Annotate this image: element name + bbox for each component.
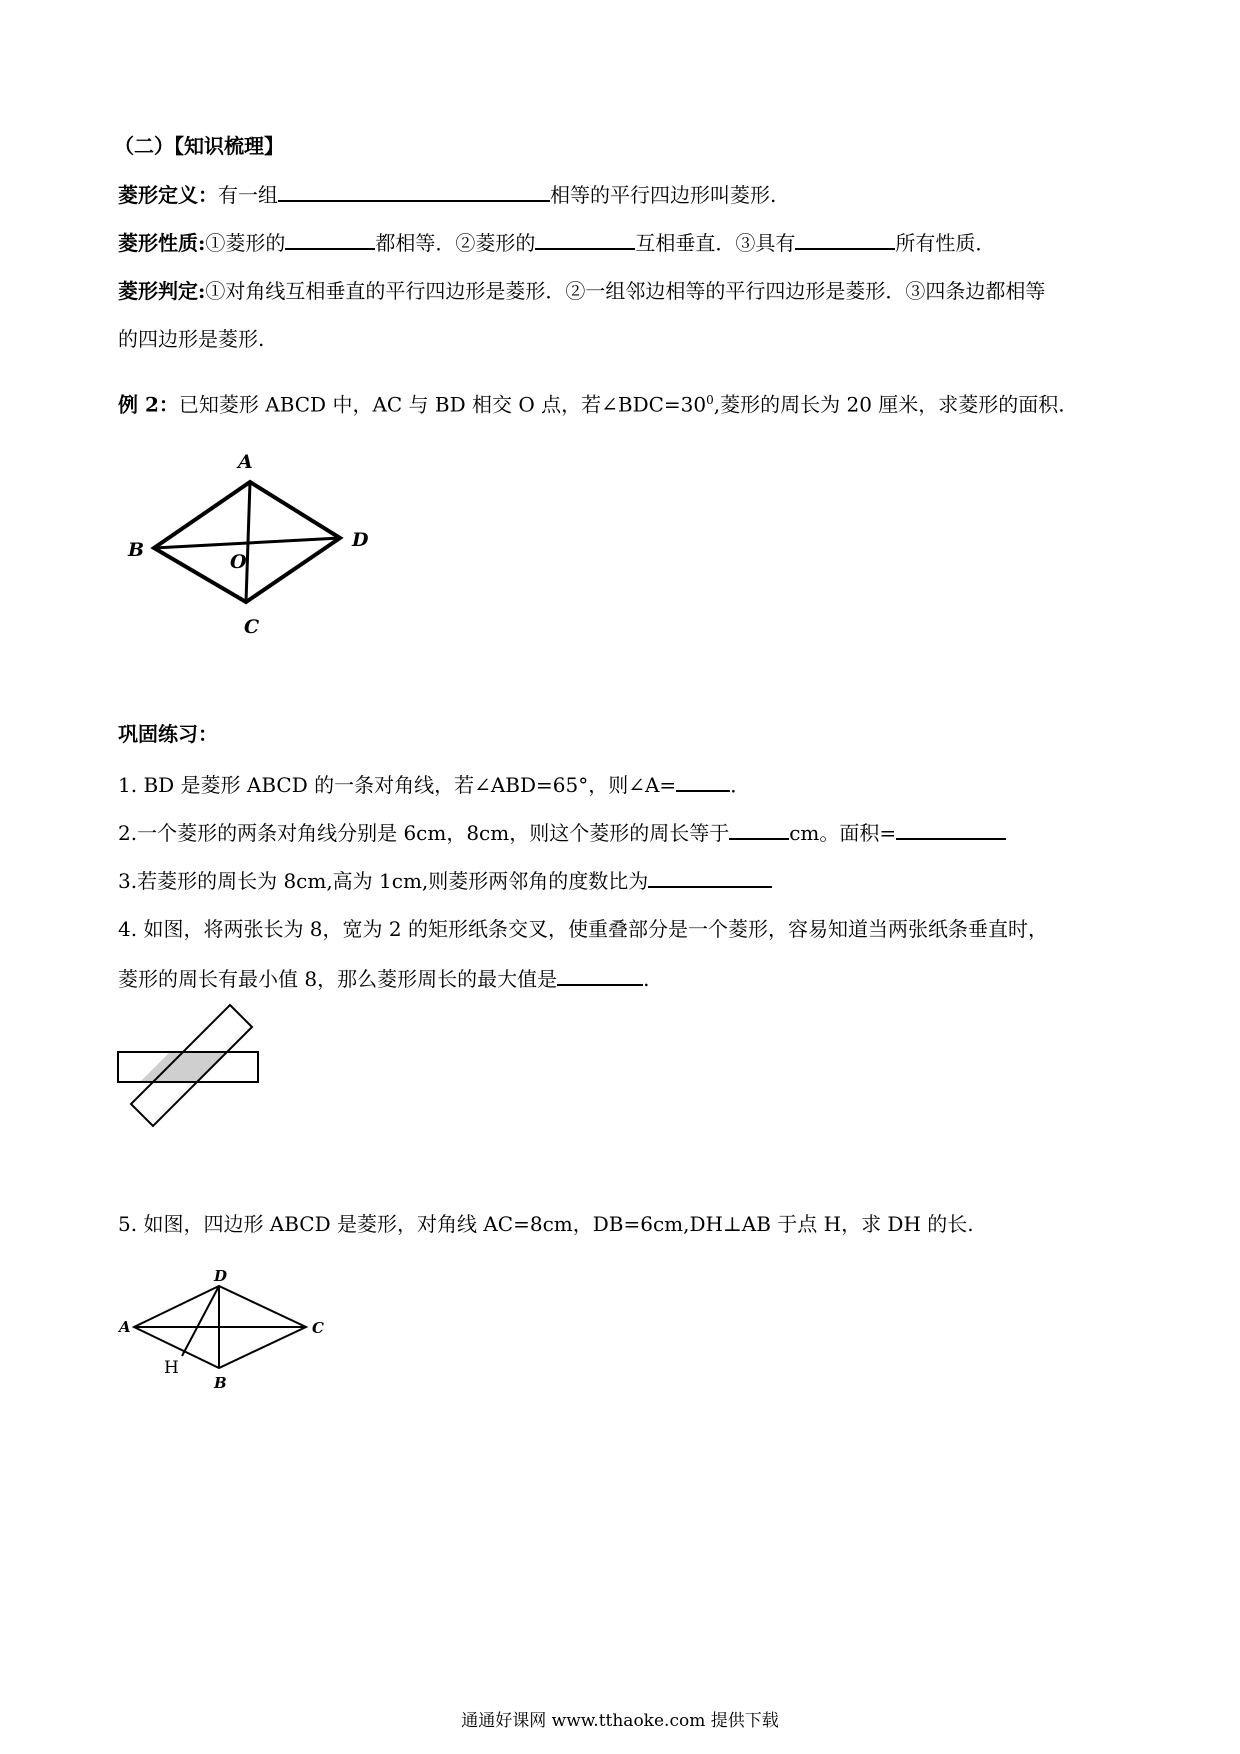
properties-text-3: 互相垂直．③具有 — [635, 231, 796, 255]
example2-text-b: ,菱形的周长为 20 厘米，求菱形的面积. — [713, 392, 1065, 417]
label-A: A — [238, 451, 253, 473]
section-title: （二）【知识梳理】 — [114, 134, 284, 158]
q2-text: 2.一个菱形的两条对角线分别是 6cm，8cm，则这个菱形的周长等于 — [118, 821, 730, 845]
properties-text-4: 所有性质． — [895, 231, 996, 255]
q1-end: ． — [730, 773, 751, 797]
criteria-text-1: ①对角线互相垂直的平行四边形是菱形．②一组邻边相等的平行四边形是菱形．③四条边都相等 — [205, 279, 1046, 303]
q1-text: 1. BD 是菱形 ABCD 的一条对角线，若∠ABD=65°，则∠A= — [118, 773, 677, 797]
question-4-line-1: 4. 如图，将两张长为 8，宽为 2 的矩形纸条交叉，使重叠部分是一个菱形，容易知道当两张纸条垂直时， — [118, 917, 1048, 941]
label-O: O — [230, 551, 247, 573]
q4-text: 菱形的周长有最小值 8，那么菱形周长的最大值是 — [118, 967, 558, 991]
label-A-2: A — [119, 1318, 131, 1336]
properties-label: 菱形性质: — [118, 231, 206, 255]
label-C: C — [244, 616, 260, 638]
label-D-2: D — [214, 1267, 228, 1285]
question-5: 5. 如图，四边形 ABCD 是菱形，对角线 AC=8cm，DB=6cm,DH⊥AB 于点 H，求 DH 的长. — [118, 1212, 974, 1236]
example2-label: 例 2： — [118, 392, 179, 417]
definition-pre: 有一组 — [218, 183, 278, 207]
q2-mid: cm。面积= — [789, 821, 897, 845]
label-B-2: B — [214, 1374, 227, 1392]
altitude-dh — [182, 1286, 219, 1356]
label-H: H — [164, 1358, 179, 1378]
properties-text-1: ①菱形的 — [205, 231, 286, 255]
criteria-label: 菱形判定: — [118, 279, 206, 303]
criteria-line-2: 的四边形是菱形. — [118, 327, 265, 351]
definition-post: 相等的平行四边形叫菱形. — [550, 183, 777, 207]
practice-title: 巩固练习： — [118, 722, 218, 746]
q3-text: 3.若菱形的周长为 8cm,高为 1cm,则菱形两邻角的度数比为 — [118, 869, 649, 893]
label-B: B — [128, 539, 145, 561]
q4-end: . — [643, 967, 650, 991]
example2-text-a: 已知菱形 ABCD 中，AC 与 BD 相交 O 点，若∠BDC=30 — [178, 392, 707, 417]
label-D: D — [352, 529, 369, 551]
example2-degree-sup: 0 — [706, 393, 714, 407]
label-C-2: C — [312, 1319, 324, 1337]
footer-credit: 通通好课网 www.tthaoke.com 提供下载 — [461, 1711, 779, 1731]
properties-text-2: 都相等．②菱形的 — [375, 231, 536, 255]
definition-label: 菱形定义： — [118, 183, 218, 207]
